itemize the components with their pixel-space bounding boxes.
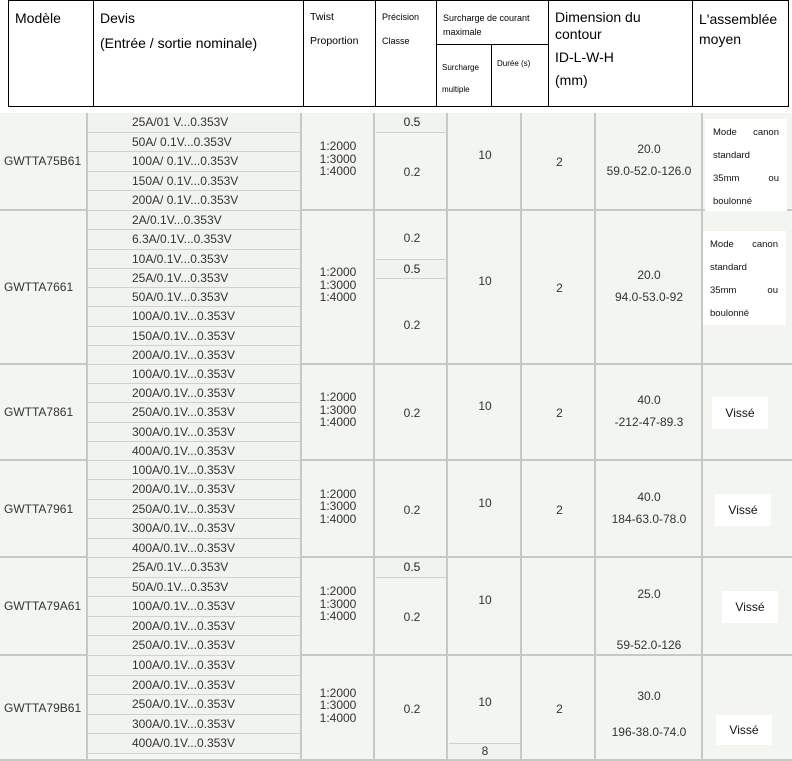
twist-ratio (303, 585, 373, 623)
grid-line (373, 113, 375, 761)
assembly-mode-word: 35mm (713, 173, 740, 184)
assembly-mode-line (710, 279, 778, 302)
precision-mid: 0.5 (403, 262, 421, 276)
grid-line (300, 113, 302, 761)
assembly-mode-word: Mode (713, 127, 737, 138)
assembly-mode-word: canon (753, 127, 779, 138)
header-precision-label: Précision (382, 12, 420, 22)
header-precision-sublabel: Classe (382, 36, 410, 46)
assembly-mode-line (710, 302, 778, 325)
precision-subcell (376, 558, 448, 578)
header-devis-label: Devis (100, 10, 136, 26)
assembly-mode-line (710, 256, 778, 279)
table-header (8, 0, 789, 107)
twist-value: 1:2000 (319, 390, 357, 404)
devis-row: 200A/0.1V...0.353V (88, 617, 300, 637)
product-table (0, 113, 792, 761)
devis-row: 25A/01 V...0.353V (88, 113, 300, 133)
assembly-mode-word: 35mm (710, 285, 737, 296)
twist-value: 1:3000 (319, 596, 357, 611)
twist-value: 1:3000 (319, 402, 357, 417)
twist-value: 1:2000 (319, 139, 357, 153)
dimension-bottom: 59.0-52.0-126.0 (606, 164, 692, 178)
dimension-top: 25.0 (637, 587, 661, 601)
twist-ratio (303, 488, 373, 526)
twist-value: 1:2000 (319, 265, 357, 279)
twist-value: 1:2000 (319, 486, 357, 501)
precision-value: 0.2 (403, 406, 421, 420)
header-dimension-line1: Dimension du (555, 9, 641, 25)
assembly-mode-word: ou (767, 285, 778, 296)
header-twist-label: Twist (310, 11, 334, 23)
devis-list (88, 656, 300, 761)
devis-row: 300A/0.1V...0.353V (88, 423, 300, 442)
twist-ratio (303, 687, 373, 725)
devis-row: 6.3A/0.1V...0.353V (88, 230, 300, 249)
header-precision (376, 1, 437, 106)
assembly-mode-line (713, 121, 779, 144)
devis-row: 100A/ 0.1V...0.353V (88, 152, 300, 172)
devis-row: 100A/0.1V...0.353V (88, 307, 300, 326)
devis-row: 250A/0.1V...0.353V (88, 695, 300, 715)
dimension-top: 20.0 (637, 268, 661, 282)
devis-row: 400A/0.1V...0.353V (88, 734, 300, 754)
multiple-value: 2 (556, 406, 563, 420)
devis-row: 200A/ 0.1V...0.353V (88, 191, 300, 211)
model-name: GWTTA75B61 (4, 154, 82, 168)
duration-value: 10 (478, 148, 492, 162)
assembly-mode-line (713, 167, 779, 190)
header-assembly-line1: L'assemblée (699, 11, 778, 27)
devis-row: 250A/0.1V...0.353V (88, 636, 300, 656)
header-surcharge-multiple-line1: Surcharge (442, 63, 479, 72)
devis-row: 200A/0.1V...0.353V (88, 480, 300, 499)
devis-row: 100A/0.1V...0.353V (88, 597, 300, 617)
assembly-screwed: Vissé (715, 494, 771, 526)
devis-row: 25A/0.1V...0.353V (88, 558, 300, 578)
twist-value: 1:4000 (319, 511, 357, 526)
twist-value: 1:4000 (319, 609, 357, 623)
dimension-bottom: -212-47-89.3 (614, 415, 684, 429)
header-surcharge-duree (492, 45, 548, 106)
devis-list (88, 461, 300, 558)
header-surcharge-multiple (437, 45, 492, 106)
assembly-screwed: Vissé (722, 591, 778, 623)
assembly-screwed: Vissé (712, 397, 768, 429)
devis-row: 150A/ 0.1V...0.353V (88, 172, 300, 192)
header-assembly (693, 1, 788, 106)
precision-subcell (376, 113, 448, 133)
twist-value: 1:3000 (319, 698, 357, 712)
twist-value: 1:2000 (319, 685, 357, 700)
twist-value: 1:2000 (319, 584, 357, 598)
duration-value: 10 (478, 694, 492, 709)
header-dimension-line2: contour (555, 26, 602, 42)
grid-line (701, 113, 703, 761)
header-assembly-line2: moyen (699, 31, 742, 47)
header-twist (304, 1, 376, 106)
header-devis (94, 1, 304, 106)
model-name: GWTTA79A61 (4, 599, 82, 613)
model-name: GWTTA7861 (4, 405, 74, 419)
duration-value: 10 (478, 274, 492, 288)
dimension-bottom: 59-52.0-126 (616, 638, 682, 652)
devis-row: 250A/0.1V...0.353V (88, 403, 300, 422)
header-model-label: Modèle (15, 10, 61, 26)
twist-value: 1:4000 (319, 415, 357, 429)
twist-ratio (303, 140, 373, 178)
assembly-mode-box (705, 119, 787, 211)
dimension-top: 40.0 (637, 489, 661, 504)
header-surcharge-title-line2: maximale (443, 27, 482, 37)
devis-row: 200A/0.1V...0.353V (88, 346, 300, 365)
dimension-top: 40.0 (637, 393, 661, 407)
precision-top: 0.5 (403, 115, 421, 129)
assembly-mode-word: Mode (710, 239, 734, 250)
precision-value: 0.2 (403, 502, 421, 517)
assembly-mode-word: ou (768, 173, 779, 184)
header-dimension-line4: (mm) (555, 72, 588, 88)
twist-value: 1:4000 (319, 164, 357, 178)
header-dimension (549, 1, 693, 106)
multiple-value: 2 (556, 502, 563, 517)
devis-row: 2A/0.1V...0.353V (88, 211, 300, 230)
devis-row: 250A/0.1V...0.353V (88, 500, 300, 519)
dimension-top: 20.0 (637, 142, 661, 156)
precision-value: 0.2 (403, 610, 421, 624)
duration-bottom: 8 (449, 743, 521, 758)
dimension-bottom: 184-63.0-78.0 (611, 511, 687, 526)
header-surcharge-title (437, 1, 548, 45)
twist-ratio (303, 391, 373, 429)
devis-list (88, 113, 300, 211)
devis-list (88, 365, 300, 461)
multiple-value: 2 (556, 281, 563, 295)
header-surcharge-multiple-line2: multiple (442, 85, 470, 94)
devis-row: 200A/0.1V...0.353V (88, 384, 300, 403)
twist-value: 1:3000 (319, 499, 357, 513)
model-name: GWTTA79B61 (4, 700, 82, 715)
devis-row: 200A/0.1V...0.353V (88, 676, 300, 696)
duration-value: 10 (478, 495, 492, 510)
grid-line (520, 113, 522, 761)
duration-value: 10 (478, 399, 492, 413)
grid-line (446, 113, 448, 761)
devis-row: 100A/0.1V...0.353V (88, 656, 300, 676)
twist-value: 1:3000 (319, 151, 357, 166)
model-group (0, 365, 792, 461)
twist-value: 1:4000 (319, 290, 357, 304)
precision-value: 0.2 (403, 318, 421, 332)
assembly-mode-line (713, 144, 779, 167)
header-surcharge (437, 1, 549, 106)
precision-value: 0.2 (403, 701, 421, 716)
model-group (0, 558, 792, 656)
devis-row: 400A/0.1V...0.353V (88, 539, 300, 558)
devis-row: 10A/0.1V...0.353V (88, 250, 300, 269)
assembly-mode-line (713, 190, 779, 213)
assembly-mode-word: boulonné (710, 308, 750, 319)
precision-top: 0.5 (403, 560, 421, 574)
model-group (0, 461, 792, 558)
devis-row: 300A/0.1V...0.353V (88, 715, 300, 735)
model-group (0, 113, 792, 211)
twist-ratio (303, 266, 373, 304)
header-dimension-line3: ID-L-W-H (555, 49, 614, 65)
precision-value: 0.2 (403, 165, 421, 179)
assembly-mode-line (710, 233, 778, 256)
precision-subcell (376, 259, 448, 279)
devis-list (88, 558, 300, 656)
devis-row: 100A/0.1V...0.353V (88, 461, 300, 480)
precision-top: 0.2 (403, 231, 421, 245)
assembly-screwed: Vissé (716, 715, 772, 745)
devis-list (88, 211, 300, 365)
header-surcharge-duree-label: Durée (s) (497, 59, 531, 68)
devis-row: 50A/ 0.1V...0.353V (88, 133, 300, 153)
grid-line (594, 113, 596, 761)
assembly-mode-box (702, 231, 786, 325)
devis-row: 300A/0.1V...0.353V (88, 519, 300, 538)
header-devis-sublabel: (Entrée / sortie nominale) (100, 35, 258, 51)
assembly-mode-word: canon (752, 239, 778, 250)
twist-value: 1:3000 (319, 277, 357, 292)
twist-value: 1:4000 (319, 710, 357, 725)
multiple-value: 2 (556, 701, 563, 716)
duration-value: 10 (478, 593, 492, 607)
model-group (0, 211, 792, 365)
grid-line (86, 113, 88, 761)
devis-row: 50A/0.1V...0.353V (88, 288, 300, 307)
model-name: GWTTA7961 (4, 501, 74, 516)
multiple-value: 2 (556, 155, 563, 169)
assembly-mode-word: standard (713, 150, 750, 161)
header-surcharge-title-line1: Surcharge de courant (443, 13, 530, 23)
devis-row: 50A/0.1V...0.353V (88, 578, 300, 598)
dimension-top: 30.0 (637, 688, 661, 703)
assembly-mode-word: boulonné (713, 196, 753, 207)
devis-row: 400A/0.1V...0.353V (88, 442, 300, 461)
dimension-bottom: 94.0-53.0-92 (614, 290, 684, 304)
dimension-bottom: 196-38.0-74.0 (611, 724, 687, 739)
assembly-mode-word: standard (710, 262, 747, 273)
devis-row: 100A/0.1V...0.353V (88, 365, 300, 384)
model-group (0, 656, 792, 761)
model-name: GWTTA7661 (4, 280, 74, 294)
header-model (9, 1, 94, 106)
devis-row: 25A/0.1V...0.353V (88, 269, 300, 288)
devis-row: 150A/0.1V...0.353V (88, 327, 300, 346)
header-twist-sublabel: Proportion (310, 35, 359, 47)
